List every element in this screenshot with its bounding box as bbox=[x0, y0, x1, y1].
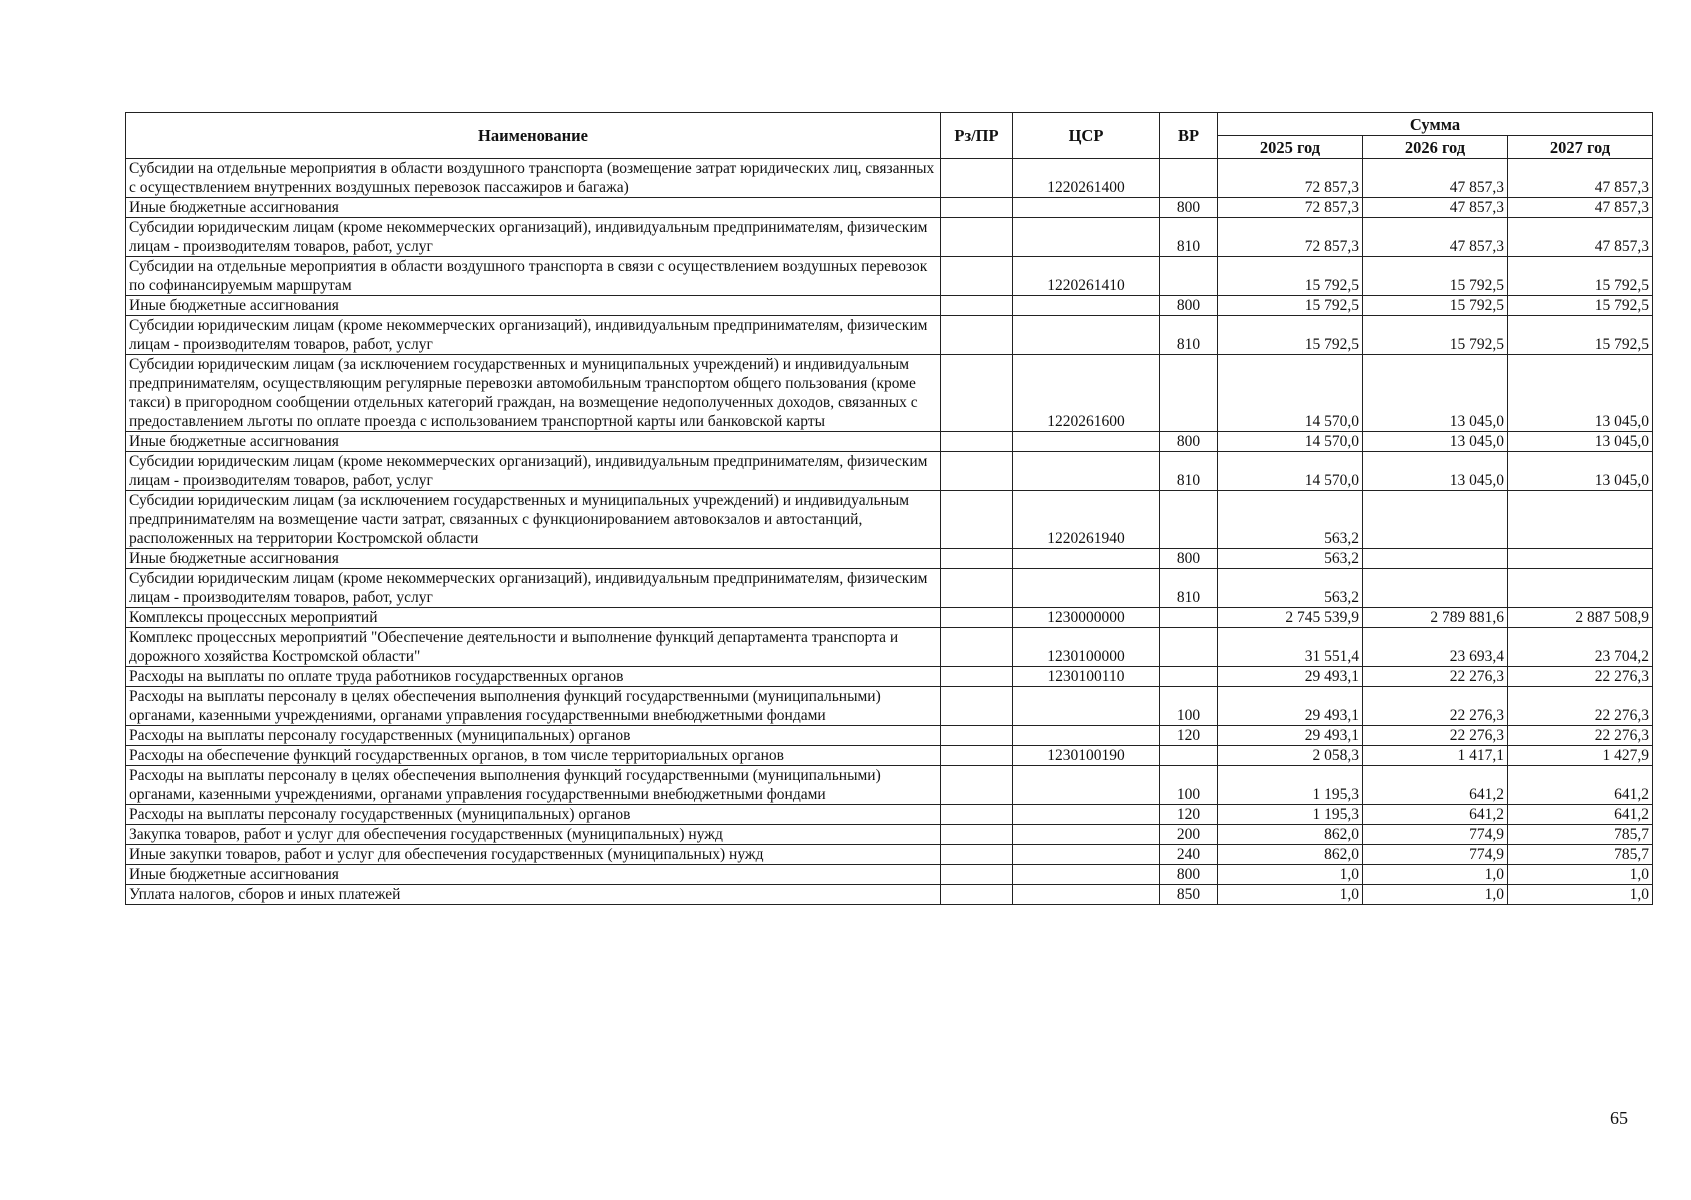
cell-2026: 1,0 bbox=[1363, 885, 1508, 905]
cell-name: Иные бюджетные ассигнования bbox=[126, 198, 941, 218]
cell-name: Субсидии на отдельные мероприятия в области воздушного транспорта в связи с осуществлением воздушных перевозок по софинансируемым маршрутам bbox=[126, 257, 941, 296]
cell-2025: 72 857,3 bbox=[1218, 198, 1363, 218]
cell-rzpr bbox=[941, 316, 1013, 355]
cell-2026: 774,9 bbox=[1363, 845, 1508, 865]
cell-rzpr bbox=[941, 549, 1013, 569]
budget-table bbox=[125, 112, 1653, 905]
cell-vr: 100 bbox=[1160, 687, 1218, 726]
cell-2026: 47 857,3 bbox=[1363, 198, 1508, 218]
cell-vr: 200 bbox=[1160, 825, 1218, 845]
cell-2025: 15 792,5 bbox=[1218, 257, 1363, 296]
cell-name: Субсидии юридическим лицам (за исключением государственных и муниципальных учреждений) и индивидуальным предпринимателям, осуществляющим регулярные перевозки автомобильным транспортом общего пользования (кроме такси) в пригородном сообщении отдельных категорий граждан, на возмещение недополученных доходов, связанных с предоставлением льготы по оплате проезда с использованием транспортной карты или банковской карты bbox=[126, 355, 941, 432]
cell-2026: 15 792,5 bbox=[1363, 316, 1508, 355]
cell-2026 bbox=[1363, 569, 1508, 608]
table-row bbox=[126, 569, 1653, 608]
cell-rzpr bbox=[941, 766, 1013, 805]
cell-2027: 785,7 bbox=[1508, 845, 1653, 865]
cell-2027: 641,2 bbox=[1508, 805, 1653, 825]
header-year-2027: 2027 год bbox=[1508, 136, 1653, 159]
cell-2026: 13 045,0 bbox=[1363, 355, 1508, 432]
cell-rzpr bbox=[941, 746, 1013, 766]
cell-name: Иные бюджетные ассигнования bbox=[126, 865, 941, 885]
cell-rzpr bbox=[941, 608, 1013, 628]
table-row bbox=[126, 667, 1653, 687]
cell-2025: 862,0 bbox=[1218, 825, 1363, 845]
cell-2026 bbox=[1363, 549, 1508, 569]
cell-2025: 1 195,3 bbox=[1218, 766, 1363, 805]
cell-csr bbox=[1013, 885, 1160, 905]
cell-2025: 1,0 bbox=[1218, 865, 1363, 885]
cell-2027: 2 887 508,9 bbox=[1508, 608, 1653, 628]
cell-2027: 1,0 bbox=[1508, 885, 1653, 905]
cell-name: Иные бюджетные ассигнования bbox=[126, 296, 941, 316]
cell-rzpr bbox=[941, 667, 1013, 687]
cell-2026: 13 045,0 bbox=[1363, 452, 1508, 491]
cell-name: Расходы на выплаты по оплате труда работников государственных органов bbox=[126, 667, 941, 687]
cell-2027: 47 857,3 bbox=[1508, 218, 1653, 257]
cell-rzpr bbox=[941, 885, 1013, 905]
cell-2027: 23 704,2 bbox=[1508, 628, 1653, 667]
table-body bbox=[126, 159, 1653, 905]
cell-csr bbox=[1013, 452, 1160, 491]
cell-csr: 1220261600 bbox=[1013, 355, 1160, 432]
table-row bbox=[126, 746, 1653, 766]
cell-2027: 13 045,0 bbox=[1508, 355, 1653, 432]
cell-2027 bbox=[1508, 569, 1653, 608]
cell-rzpr bbox=[941, 865, 1013, 885]
cell-2025: 31 551,4 bbox=[1218, 628, 1363, 667]
cell-name: Субсидии юридическим лицам (за исключением государственных и муниципальных учреждений) и индивидуальным предпринимателям на возмещение части затрат, связанных с функционированием автовокзалов и автостанций, расположенных на территории Костромской области bbox=[126, 491, 941, 549]
cell-2025: 29 493,1 bbox=[1218, 726, 1363, 746]
cell-2026: 15 792,5 bbox=[1363, 296, 1508, 316]
cell-vr: 120 bbox=[1160, 805, 1218, 825]
cell-2025: 29 493,1 bbox=[1218, 687, 1363, 726]
cell-2027: 22 276,3 bbox=[1508, 726, 1653, 746]
cell-name: Иные бюджетные ассигнования bbox=[126, 549, 941, 569]
cell-2026: 22 276,3 bbox=[1363, 667, 1508, 687]
table-row bbox=[126, 845, 1653, 865]
cell-rzpr bbox=[941, 491, 1013, 549]
cell-rzpr bbox=[941, 845, 1013, 865]
cell-2027: 1,0 bbox=[1508, 865, 1653, 885]
cell-csr: 1220261410 bbox=[1013, 257, 1160, 296]
cell-2027: 15 792,5 bbox=[1508, 296, 1653, 316]
cell-2025: 14 570,0 bbox=[1218, 355, 1363, 432]
cell-vr bbox=[1160, 667, 1218, 687]
cell-rzpr bbox=[941, 257, 1013, 296]
table-header bbox=[126, 113, 1653, 159]
cell-vr: 100 bbox=[1160, 766, 1218, 805]
table-row bbox=[126, 825, 1653, 845]
cell-2026: 774,9 bbox=[1363, 825, 1508, 845]
cell-2027: 641,2 bbox=[1508, 766, 1653, 805]
table-row bbox=[126, 355, 1653, 432]
table-row bbox=[126, 766, 1653, 805]
cell-2025: 2 058,3 bbox=[1218, 746, 1363, 766]
table-row bbox=[126, 687, 1653, 726]
cell-2027: 47 857,3 bbox=[1508, 159, 1653, 198]
cell-vr: 120 bbox=[1160, 726, 1218, 746]
cell-name: Расходы на обеспечение функций государственных органов, в том числе территориальных органов bbox=[126, 746, 941, 766]
cell-2026: 1,0 bbox=[1363, 865, 1508, 885]
cell-csr bbox=[1013, 569, 1160, 608]
cell-csr: 1230100110 bbox=[1013, 667, 1160, 687]
cell-2025: 14 570,0 bbox=[1218, 452, 1363, 491]
cell-csr bbox=[1013, 825, 1160, 845]
cell-vr: 810 bbox=[1160, 452, 1218, 491]
cell-2025: 15 792,5 bbox=[1218, 316, 1363, 355]
cell-rzpr bbox=[941, 628, 1013, 667]
cell-csr bbox=[1013, 865, 1160, 885]
cell-2026: 47 857,3 bbox=[1363, 159, 1508, 198]
cell-vr bbox=[1160, 159, 1218, 198]
cell-2025: 1,0 bbox=[1218, 885, 1363, 905]
cell-2027: 15 792,5 bbox=[1508, 316, 1653, 355]
table-row bbox=[126, 491, 1653, 549]
cell-csr: 1220261400 bbox=[1013, 159, 1160, 198]
cell-name: Расходы на выплаты персоналу государственных (муниципальных) органов bbox=[126, 726, 941, 746]
cell-2027: 1 427,9 bbox=[1508, 746, 1653, 766]
table-row bbox=[126, 805, 1653, 825]
cell-2027: 22 276,3 bbox=[1508, 687, 1653, 726]
cell-vr: 810 bbox=[1160, 218, 1218, 257]
cell-rzpr bbox=[941, 726, 1013, 746]
cell-vr bbox=[1160, 746, 1218, 766]
cell-name: Расходы на выплаты персоналу в целях обеспечения выполнения функций государственными (муниципальными) органами, казенными учреждениями, органами управления государственными внебюджетными фондами bbox=[126, 766, 941, 805]
cell-2025: 14 570,0 bbox=[1218, 432, 1363, 452]
table-row bbox=[126, 432, 1653, 452]
cell-2027 bbox=[1508, 491, 1653, 549]
cell-name: Субсидии юридическим лицам (кроме некоммерческих организаций), индивидуальным предпринимателям, физическим лицам - производителям товаров, работ, услуг bbox=[126, 452, 941, 491]
cell-csr bbox=[1013, 218, 1160, 257]
cell-vr bbox=[1160, 608, 1218, 628]
cell-2027: 15 792,5 bbox=[1508, 257, 1653, 296]
cell-vr: 810 bbox=[1160, 316, 1218, 355]
cell-2025: 563,2 bbox=[1218, 491, 1363, 549]
cell-rzpr bbox=[941, 198, 1013, 218]
cell-name: Субсидии юридическим лицам (кроме некоммерческих организаций), индивидуальным предпринимателям, физическим лицам - производителям товаров, работ, услуг bbox=[126, 569, 941, 608]
cell-2026: 22 276,3 bbox=[1363, 726, 1508, 746]
cell-vr: 240 bbox=[1160, 845, 1218, 865]
table-row bbox=[126, 159, 1653, 198]
cell-name: Уплата налогов, сборов и иных платежей bbox=[126, 885, 941, 905]
cell-2026: 641,2 bbox=[1363, 805, 1508, 825]
cell-csr: 1230100190 bbox=[1013, 746, 1160, 766]
cell-name: Субсидии юридическим лицам (кроме некоммерческих организаций), индивидуальным предпринимателям, физическим лицам - производителям товаров, работ, услуг bbox=[126, 316, 941, 355]
cell-name: Комплексы процессных мероприятий bbox=[126, 608, 941, 628]
cell-vr: 800 bbox=[1160, 296, 1218, 316]
table-row bbox=[126, 628, 1653, 667]
table-row bbox=[126, 885, 1653, 905]
cell-rzpr bbox=[941, 825, 1013, 845]
table-row bbox=[126, 296, 1653, 316]
cell-name: Иные закупки товаров, работ и услуг для обеспечения государственных (муниципальных) нужд bbox=[126, 845, 941, 865]
cell-csr: 1230000000 bbox=[1013, 608, 1160, 628]
cell-vr: 800 bbox=[1160, 865, 1218, 885]
cell-csr: 1220261940 bbox=[1013, 491, 1160, 549]
table-row bbox=[126, 608, 1653, 628]
table-row bbox=[126, 257, 1653, 296]
cell-2025: 563,2 bbox=[1218, 569, 1363, 608]
header-csr: ЦСР bbox=[1013, 113, 1160, 159]
table-row bbox=[126, 549, 1653, 569]
cell-2026: 641,2 bbox=[1363, 766, 1508, 805]
cell-2025: 2 745 539,9 bbox=[1218, 608, 1363, 628]
cell-2027 bbox=[1508, 549, 1653, 569]
cell-name: Субсидии юридическим лицам (кроме некоммерческих организаций), индивидуальным предпринимателям, физическим лицам - производителям товаров, работ, услуг bbox=[126, 218, 941, 257]
cell-2026: 13 045,0 bbox=[1363, 432, 1508, 452]
cell-rzpr bbox=[941, 452, 1013, 491]
table-row bbox=[126, 726, 1653, 746]
cell-csr bbox=[1013, 549, 1160, 569]
cell-2026: 23 693,4 bbox=[1363, 628, 1508, 667]
table-row bbox=[126, 218, 1653, 257]
cell-rzpr bbox=[941, 805, 1013, 825]
cell-rzpr bbox=[941, 159, 1013, 198]
cell-rzpr bbox=[941, 355, 1013, 432]
cell-rzpr bbox=[941, 687, 1013, 726]
cell-csr bbox=[1013, 296, 1160, 316]
cell-name: Иные бюджетные ассигнования bbox=[126, 432, 941, 452]
cell-name: Расходы на выплаты персоналу в целях обеспечения выполнения функций государственными (муниципальными) органами, казенными учреждениями, органами управления государственными внебюджетными фондами bbox=[126, 687, 941, 726]
cell-name: Закупка товаров, работ и услуг для обеспечения государственных (муниципальных) нужд bbox=[126, 825, 941, 845]
cell-vr bbox=[1160, 355, 1218, 432]
table-row bbox=[126, 865, 1653, 885]
cell-2025: 563,2 bbox=[1218, 549, 1363, 569]
cell-csr bbox=[1013, 432, 1160, 452]
cell-csr bbox=[1013, 316, 1160, 355]
page-number: 65 bbox=[1610, 1108, 1628, 1128]
cell-vr: 800 bbox=[1160, 432, 1218, 452]
header-rzpr: Рз/ПР bbox=[941, 113, 1013, 159]
cell-csr bbox=[1013, 687, 1160, 726]
cell-vr: 810 bbox=[1160, 569, 1218, 608]
cell-2025: 29 493,1 bbox=[1218, 667, 1363, 687]
cell-csr bbox=[1013, 766, 1160, 805]
header-name: Наименование bbox=[126, 113, 941, 159]
table-row bbox=[126, 452, 1653, 491]
cell-rzpr bbox=[941, 218, 1013, 257]
cell-2027: 785,7 bbox=[1508, 825, 1653, 845]
cell-rzpr bbox=[941, 432, 1013, 452]
cell-vr bbox=[1160, 628, 1218, 667]
cell-vr: 800 bbox=[1160, 198, 1218, 218]
cell-2027: 13 045,0 bbox=[1508, 432, 1653, 452]
cell-vr bbox=[1160, 491, 1218, 549]
cell-name: Комплекс процессных мероприятий "Обеспечение деятельности и выполнение функций департамента транспорта и дорожного хозяйства Костромской области" bbox=[126, 628, 941, 667]
cell-2027: 47 857,3 bbox=[1508, 198, 1653, 218]
cell-2026: 15 792,5 bbox=[1363, 257, 1508, 296]
cell-2026: 2 789 881,6 bbox=[1363, 608, 1508, 628]
cell-2027: 13 045,0 bbox=[1508, 452, 1653, 491]
cell-csr bbox=[1013, 805, 1160, 825]
header-vr: ВР bbox=[1160, 113, 1218, 159]
cell-vr: 850 bbox=[1160, 885, 1218, 905]
cell-2027: 22 276,3 bbox=[1508, 667, 1653, 687]
cell-name: Расходы на выплаты персоналу государственных (муниципальных) органов bbox=[126, 805, 941, 825]
cell-2026: 22 276,3 bbox=[1363, 687, 1508, 726]
cell-csr bbox=[1013, 845, 1160, 865]
cell-csr bbox=[1013, 726, 1160, 746]
cell-2026: 1 417,1 bbox=[1363, 746, 1508, 766]
cell-vr: 800 bbox=[1160, 549, 1218, 569]
cell-csr: 1230100000 bbox=[1013, 628, 1160, 667]
table-row bbox=[126, 316, 1653, 355]
cell-2025: 15 792,5 bbox=[1218, 296, 1363, 316]
table-row bbox=[126, 198, 1653, 218]
cell-rzpr bbox=[941, 296, 1013, 316]
cell-2025: 72 857,3 bbox=[1218, 159, 1363, 198]
cell-2026 bbox=[1363, 491, 1508, 549]
cell-vr bbox=[1160, 257, 1218, 296]
cell-csr bbox=[1013, 198, 1160, 218]
cell-2025: 862,0 bbox=[1218, 845, 1363, 865]
cell-2025: 1 195,3 bbox=[1218, 805, 1363, 825]
cell-name: Субсидии на отдельные мероприятия в области воздушного транспорта (возмещение затрат юридических лиц, связанных с осуществлением внутренних воздушных перевозок пассажиров и багажа) bbox=[126, 159, 941, 198]
header-sum: Сумма bbox=[1218, 113, 1653, 136]
cell-2026: 47 857,3 bbox=[1363, 218, 1508, 257]
cell-rzpr bbox=[941, 569, 1013, 608]
header-year-2026: 2026 год bbox=[1363, 136, 1508, 159]
cell-2025: 72 857,3 bbox=[1218, 218, 1363, 257]
header-year-2025: 2025 год bbox=[1218, 136, 1363, 159]
